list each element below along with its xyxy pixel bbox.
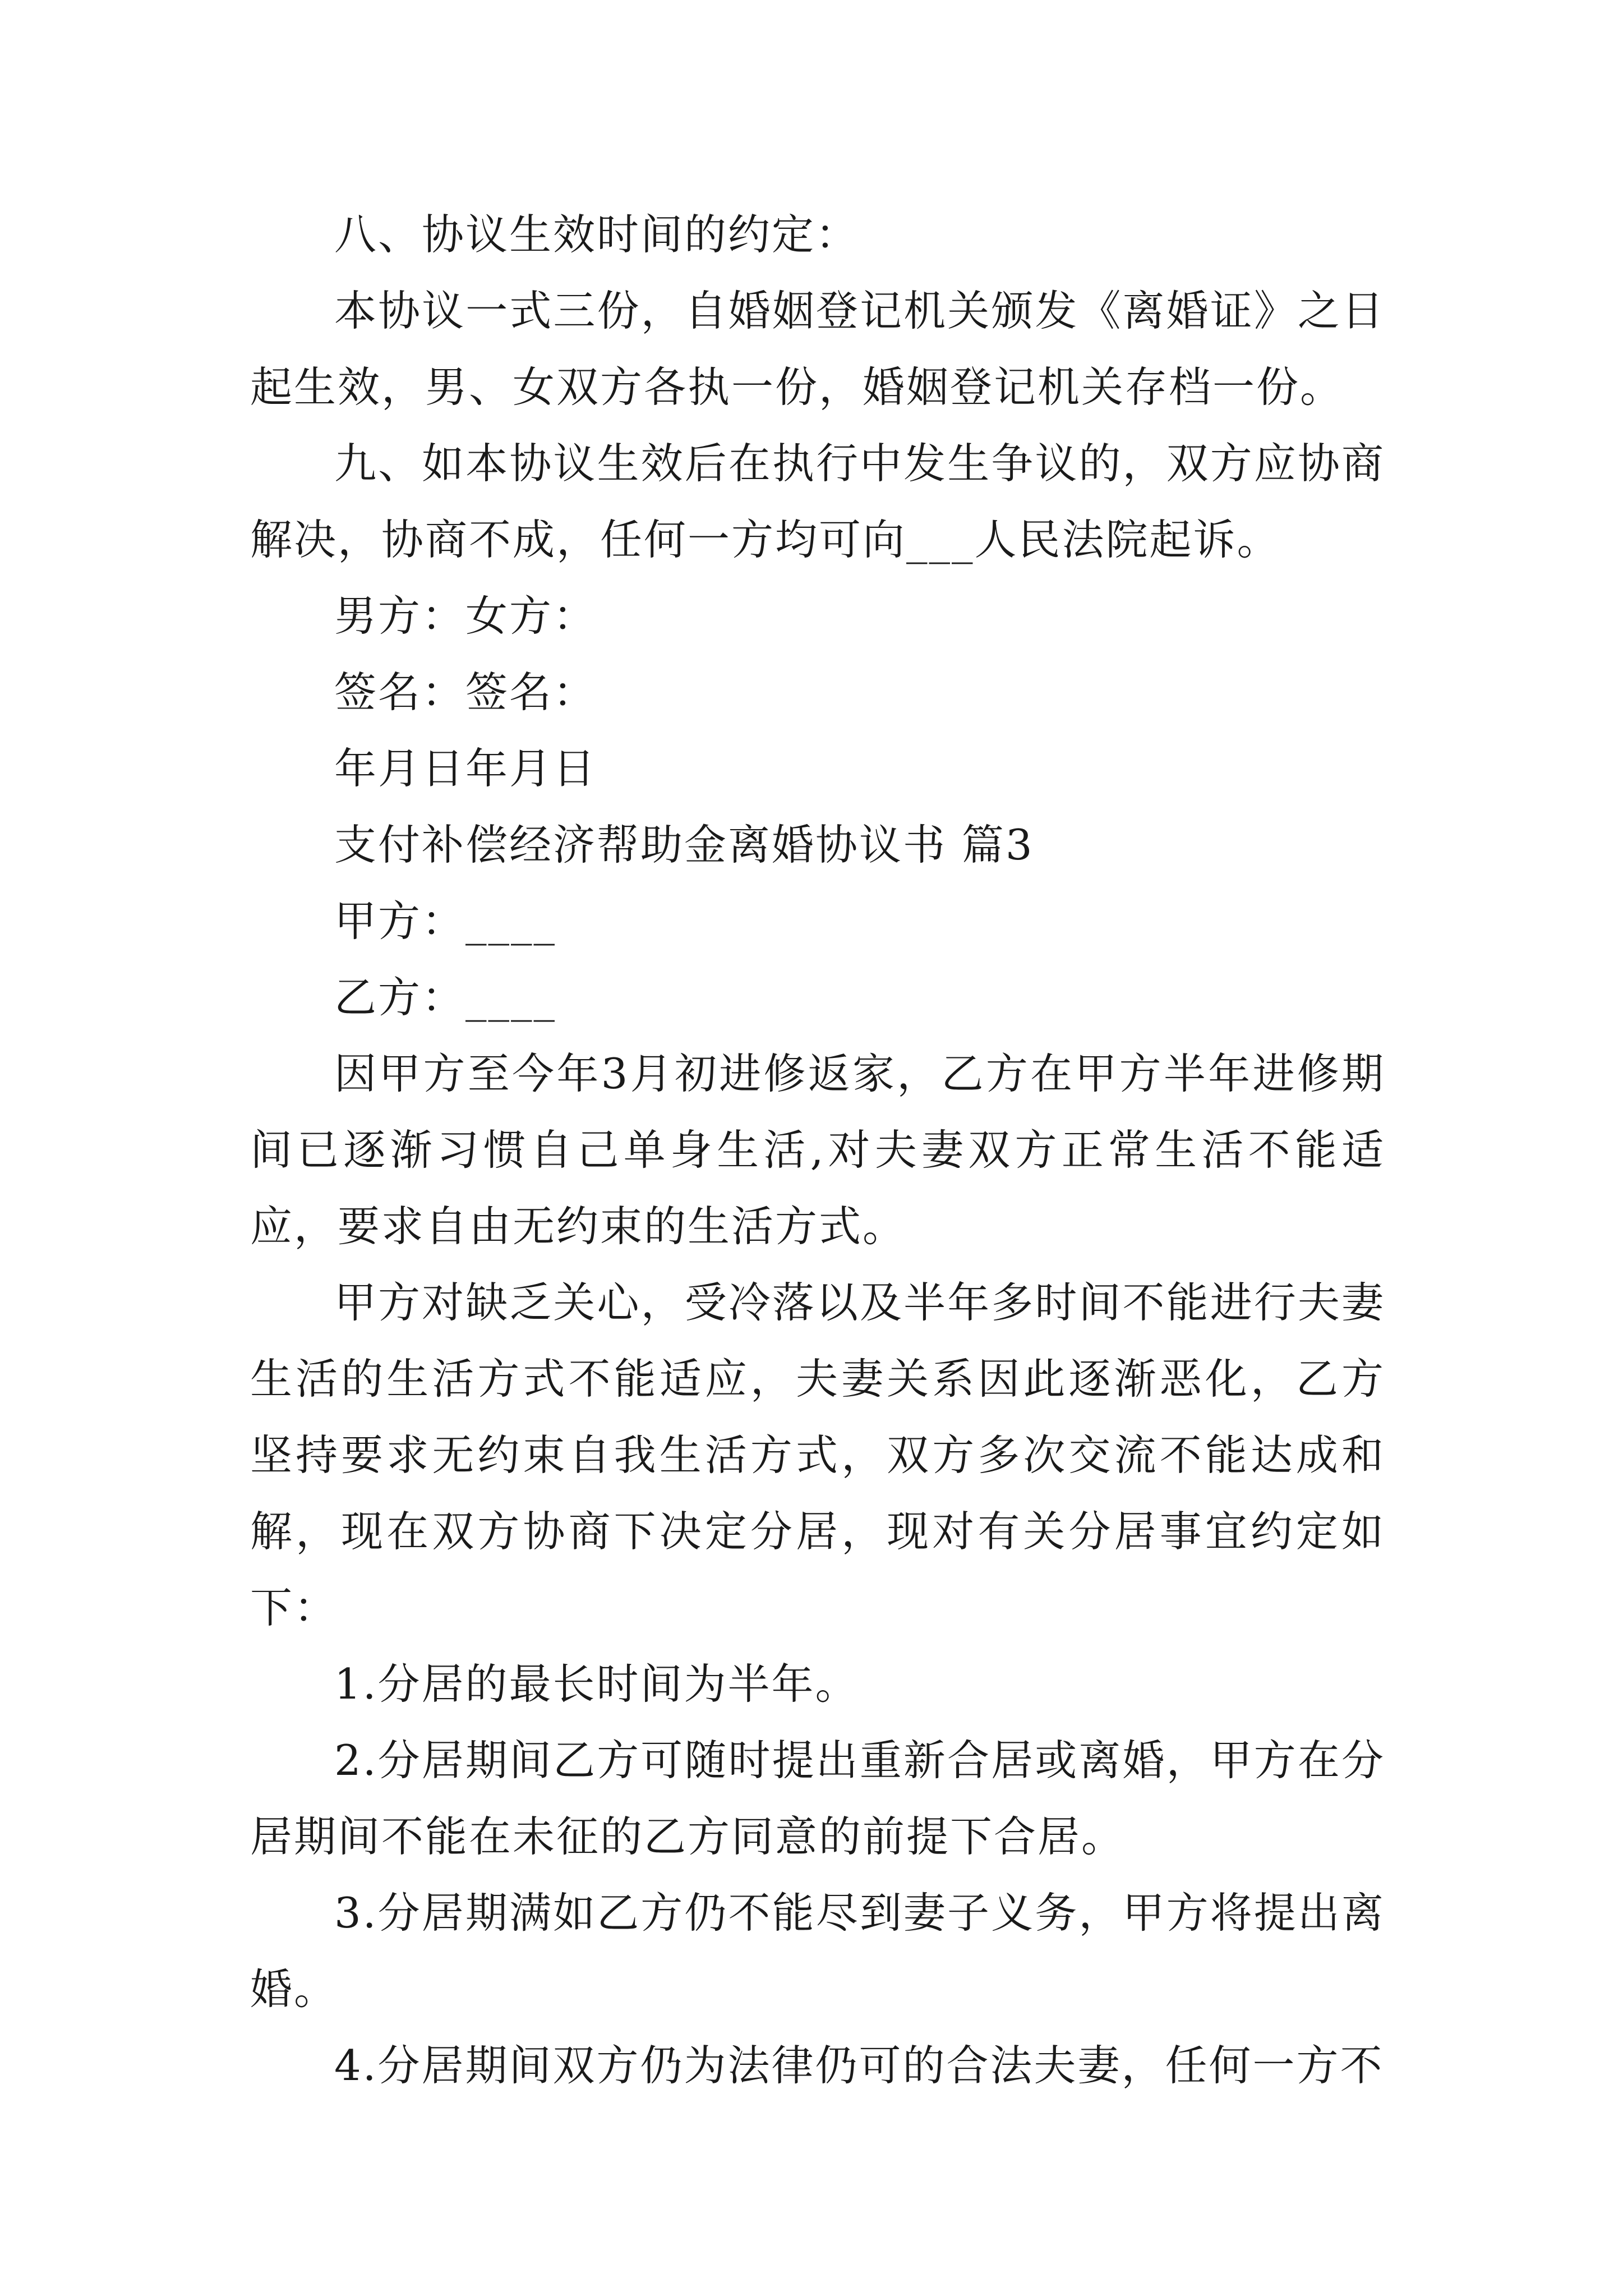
party-a-line: 甲方：____ <box>334 896 557 946</box>
signature-parties-line: 男方：女方： <box>334 591 597 641</box>
clause-1: 1.分居的最长时间为半年。 <box>334 1659 859 1709</box>
date-line: 年月日年月日 <box>334 744 597 793</box>
section-heading-8: 八、协议生效时间的约定： <box>334 210 860 259</box>
signature-line: 签名：签名： <box>334 668 597 717</box>
party-b-line: 乙方：____ <box>334 973 557 1022</box>
clause-2: 2.分居期间乙方可随时提出重新合居或离婚，甲方在分居期间不能在未征的乙方同意的前提下合居。 <box>250 1736 1385 1861</box>
clause-4: 4.分居期间双方仍为法律仍可的合法夫妻，任何一方不 <box>334 2041 1384 2090</box>
paragraph: 因甲方至今年3月初进修返家，乙方在甲方半年进修期间已逐渐习惯自己单身生活,对夫妻双方正常生活不能适应，要求自由无约束的生活方式。 <box>250 1049 1385 1251</box>
section-heading-9: 九、如本协议生效后在执行中发生争议的，双方应协商解决，协商不成，任何一方均可向___人民法院起诉。 <box>250 439 1385 564</box>
clause-3: 3.分居期满如乙方仍不能尽到妻子义务，甲方将提出离婚。 <box>250 1888 1385 2014</box>
paragraph: 本协议一式三份，自婚姻登记机关颁发《离婚证》之日起生效，男、女双方各执一份，婚姻登记机关存档一份。 <box>250 286 1385 412</box>
document-body <box>250 196 1385 2104</box>
document-title: 支付补偿经济帮助金离婚协议书 篇3 <box>334 820 1034 869</box>
paragraph: 甲方对缺乏关心，受冷落以及半年多时间不能进行夫妻生活的生活方式不能适应，夫妻关系因此逐渐恶化，乙方坚持要求无约束自我生活方式，双方多次交流不能达成和解，现在双方协商下决定分居，现对有关分居事宜约定如下： <box>250 1278 1385 1632</box>
